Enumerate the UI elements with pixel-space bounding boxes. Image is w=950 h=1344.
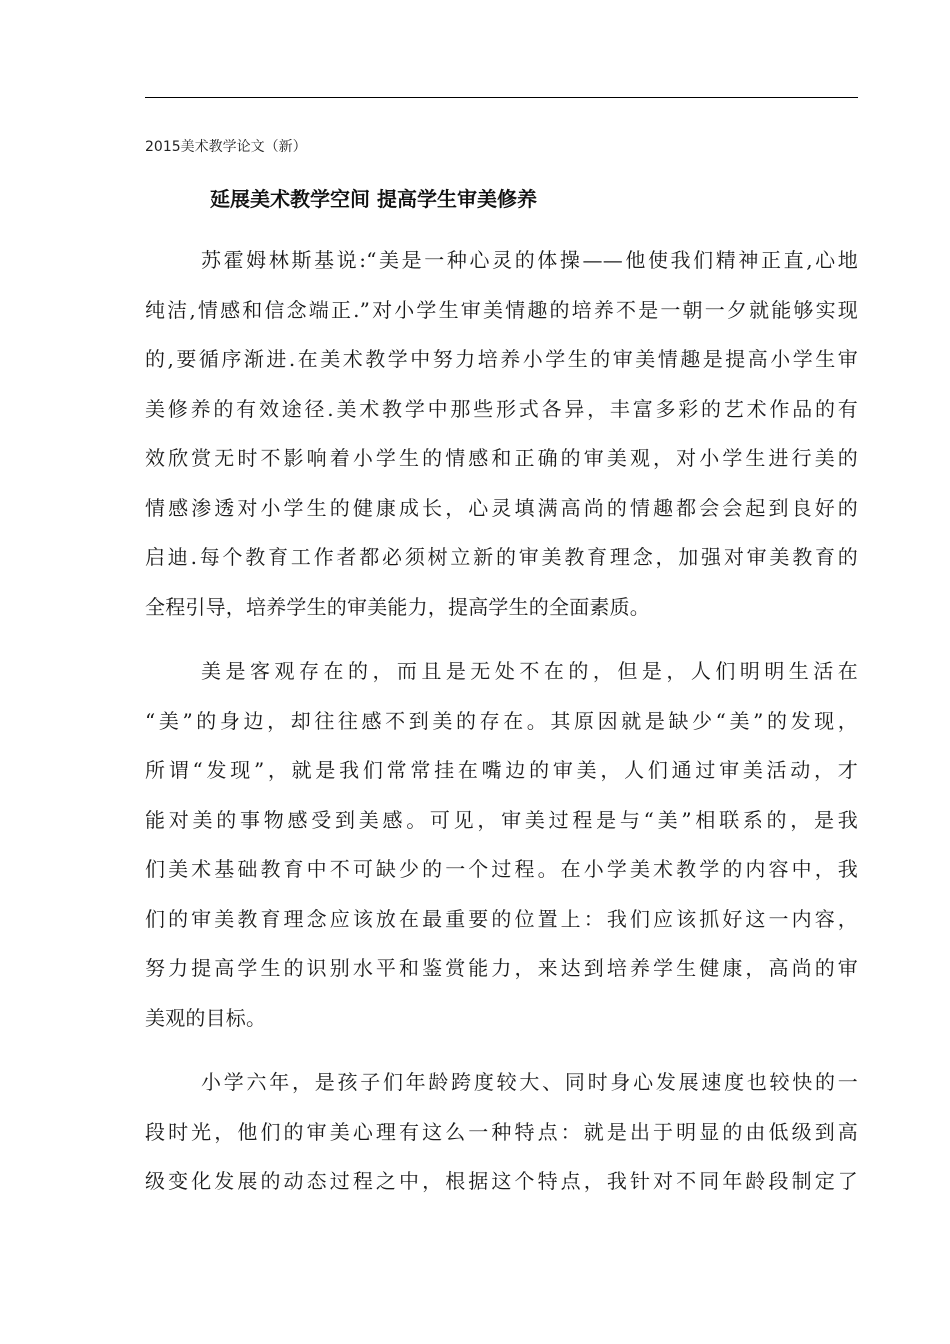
paragraph-line: 级变化发展的动态过程之中，根据这个特点，我针对不同年龄段制定了 <box>145 1169 858 1193</box>
paragraph-3 <box>145 1058 858 1207</box>
paragraph-line: 启迪.每个教育工作者都必须树立新的审美教育理念，加强对审美教育的 <box>145 545 858 569</box>
paragraph-line: 美观的目标。 <box>145 1005 267 1030</box>
paragraph-line: 效欣赏无时不影响着小学生的情感和正确的审美观，对小学生进行美的 <box>145 446 858 470</box>
paragraph-line: 们美术基础教育中不可缺少的一个过程。在小学美术教学的内容中，我 <box>145 857 858 881</box>
paragraph-line: 情感渗透对小学生的健康成长，心灵填满高尚的情趣都会会起到良好的 <box>145 495 858 520</box>
document-title: 延展美术教学空间 提高学生审美修养 <box>210 187 537 211</box>
paragraph-2 <box>145 647 858 1043</box>
paragraph-line: 能对美的事物感受到美感。可见，审美过程是与“美”相联系的，是我 <box>145 807 858 832</box>
paragraph-line: 美是客观存在的，而且是无处不在的，但是，人们明明生活在 <box>201 659 858 683</box>
document-header: 2015美术教学论文（新） <box>145 139 307 155</box>
paragraph-line: 段时光，他们的审美心理有这么一种特点：就是出于明显的由低级到高 <box>145 1119 858 1144</box>
paragraph-line: 全程引导，培养学生的审美能力，提高学生的全面素质。 <box>145 594 650 619</box>
paragraph-1 <box>145 236 858 632</box>
paragraph-line: 小学六年，是孩子们年龄跨度较大、同时身心发展速度也较快的一 <box>201 1070 858 1094</box>
paragraph-line: 苏霍姆林斯基说:“美是一种心灵的体操——他使我们精神正直,心地 <box>201 248 858 272</box>
paragraph-line: 们的审美教育理念应该放在最重要的位置上：我们应该抓好这一内容， <box>145 906 858 931</box>
paragraph-line: “美”的身边，却往往感不到美的存在。其原因就是缺少“美”的发现， <box>145 708 858 733</box>
paragraph-line: 的,要循序渐进.在美术教学中努力培养小学生的审美情趣是提高小学生审 <box>145 347 858 371</box>
header-rule <box>145 97 858 98</box>
paragraph-line: 纯洁,情感和信念端正.”对小学生审美情趣的培养不是一朝一夕就能够实现 <box>145 297 858 322</box>
paragraph-line: 美修养的有效途径.美术教学中那些形式各异，丰富多彩的艺术作品的有 <box>145 396 858 421</box>
paragraph-line: 努力提高学生的识别水平和鉴赏能力，来达到培养学生健康，高尚的审 <box>145 956 858 980</box>
paragraph-line: 所谓“发现”，就是我们常常挂在嘴边的审美，人们通过审美活动，才 <box>145 758 858 782</box>
